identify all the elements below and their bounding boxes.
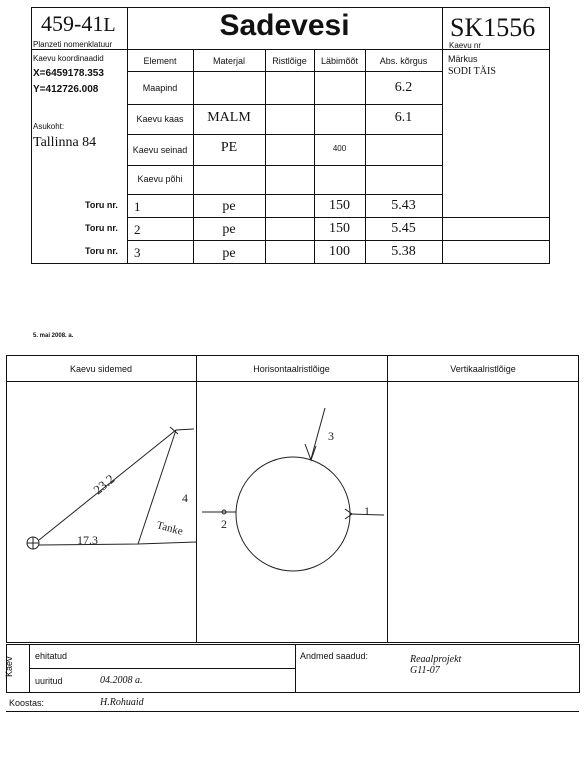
element-bottom: Kaevu põhi: [137, 174, 183, 184]
elevation-lid: 6.1: [394, 110, 413, 125]
sheet-number: 459-41L: [41, 11, 116, 36]
pipe-elevation-1: 5.43: [391, 198, 416, 213]
data-from-value-2: G11-07: [410, 665, 440, 676]
composed-value: H.Rohuaid: [100, 697, 144, 708]
pipe-2-label: 2: [221, 517, 227, 531]
pipe-label-2: Toru nr.: [85, 223, 118, 233]
pipe-material-1: pe: [222, 199, 236, 214]
elevation-ground: 6.2: [394, 80, 413, 95]
address-label: Asukoht:: [33, 122, 65, 131]
well-shaft-circle: [236, 457, 350, 571]
diameter-walls: 400: [332, 144, 347, 153]
pipe-material-3: pe: [222, 246, 236, 261]
remarks-value: SODI TÄIS: [448, 66, 496, 77]
coordinates-label: Kaevu koordinaadid: [33, 54, 104, 63]
well-links-sketch: [6, 382, 196, 642]
date-stamp: 5. mai 2008. a.: [33, 333, 74, 339]
address-value: Tallinna 84: [33, 135, 97, 150]
pipe-label-1: Toru nr.: [85, 200, 118, 210]
col-material: Materjal: [212, 56, 245, 66]
built-label: ehitatud: [35, 651, 68, 661]
element-walls: Kaevu seinad: [132, 145, 188, 155]
dimension-a: 23.2: [90, 471, 118, 498]
dimension-c: 4: [182, 491, 188, 505]
col-elevation: Abs. kõrgus: [379, 56, 428, 66]
page-title: Sadevesi: [219, 9, 350, 42]
coordinate-y: Y=412726.008: [33, 84, 99, 95]
pipe-nr-1: 1: [134, 199, 141, 214]
data-from-value-1: Reaalprojekt: [410, 654, 462, 665]
col-well-links: Kaevu sidemed: [69, 364, 133, 374]
col-element: Element: [143, 56, 177, 66]
material-lid: MALM: [207, 110, 251, 125]
pipe-3-label: 3: [328, 429, 334, 443]
surveyed-value: 04.2008 a.: [100, 675, 143, 686]
surveyed-label: uuritud: [35, 676, 63, 686]
remarks-label: Märkus: [448, 54, 478, 64]
composed-label: Koostas:: [9, 698, 45, 708]
data-from-label: Andmed saadud:: [300, 651, 369, 661]
pipe-diameter-3: 100: [329, 244, 350, 259]
pipe-diameter-1: 150: [329, 198, 350, 213]
side-label: Kaev: [4, 656, 14, 677]
material-walls: PE: [220, 140, 238, 155]
pipe-elevation-2: 5.45: [391, 221, 416, 236]
horizontal-section-sketch: [197, 382, 387, 642]
pipe-elevation-3: 5.38: [391, 244, 416, 259]
dimension-b: 17.3: [77, 533, 98, 547]
sheet-caption: Planzeti nomenklatuur: [33, 40, 113, 49]
dimension-d: Tanke: [155, 519, 185, 538]
col-vertical-section: Vertikaalristlõige: [450, 364, 516, 374]
element-lid: Kaevu kaas: [136, 114, 184, 124]
pipe-material-2: pe: [222, 222, 236, 237]
pipe-nr-3: 3: [134, 245, 141, 260]
pipe-1-label: 1: [364, 504, 370, 518]
col-cross-section: Ristlõige: [272, 56, 307, 66]
pipe-label-3: Toru nr.: [85, 246, 118, 256]
well-id: SK1556: [450, 13, 536, 42]
col-horizontal-section: Horisontaalristlõige: [253, 364, 330, 374]
pipe-nr-2: 2: [134, 222, 141, 237]
coordinate-x: X=6459178.353: [33, 68, 104, 79]
pipe-diameter-2: 150: [329, 221, 350, 236]
well-caption: Kaevu nr: [449, 41, 482, 50]
element-ground: Maapind: [142, 83, 178, 93]
col-diameter: Läbimõõt: [320, 56, 359, 66]
